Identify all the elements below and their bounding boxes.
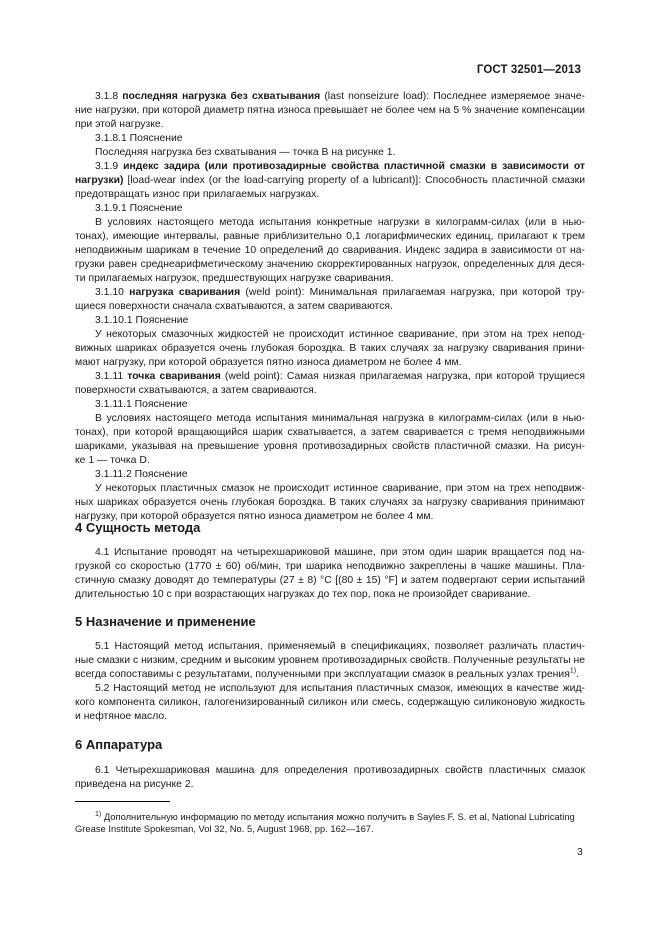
document-code: ГОСТ 32501—2013 bbox=[476, 64, 581, 76]
text-line: длительностью 10 с при возрастающих нагрузках до тех пор, пока не произойдет сваривание. bbox=[75, 589, 531, 600]
text-line: тонах), при которой вращающийся шарик схватывается, а затем сваривается с тремя неподвижными bbox=[75, 427, 585, 438]
text-line: У некоторых смазочных жидкостей не происходит истинное сваривание, при этом на трех непод- bbox=[95, 329, 585, 340]
text-line: 6.1 Четырехшариковая машина для определения противозадирных свойств пластичных смазок bbox=[95, 765, 585, 776]
terms-block bbox=[75, 90, 585, 524]
text-line: грузкой со скоростью (1770 ± 60) об/мин, три шарика неподвижно закреплены в чашке машины. Пла- bbox=[75, 561, 585, 572]
text-line: грузки равен среднеарифметическому значению скорректированных нагрузок, определенных для деся- bbox=[75, 259, 585, 270]
text-line: 3.1.11 точка сваривания (weld point): Самая низкая прилагаемая нагрузка, при которой трущиеся bbox=[95, 371, 585, 382]
section-4 bbox=[75, 521, 585, 535]
section-6 bbox=[75, 738, 585, 752]
text-line: ке 1 — точка D. bbox=[75, 455, 150, 466]
text-line: шариками, указывая на превышение уровня противозадирных свойств пластичной смазки. На рисун- bbox=[75, 441, 585, 452]
text-line: приведена на рисунке 2. bbox=[75, 779, 194, 790]
text-line: 3.1.11.2 Пояснение bbox=[95, 469, 188, 480]
text-line: Последняя нагрузка без схватывания — точка В на рисунке 1. bbox=[95, 147, 396, 158]
text-line: 3.1.11.1 Пояснение bbox=[95, 399, 188, 410]
footnote-divider bbox=[75, 801, 170, 802]
text-line: вижных шариках образуется очень глубокая бороздка. В таких случаях за нагрузку сваривания прини- bbox=[75, 343, 585, 354]
term-name: последняя нагрузка без схватывания bbox=[122, 91, 321, 102]
footnote-line: Grease Institute Spokesman, Vol 32, No. 5, August 1968, pp. 162—167. bbox=[75, 823, 374, 834]
text-line: ных шариках образуется очень глубокая бороздка. В таких случаях за нагрузку сваривания принимают bbox=[75, 497, 585, 508]
text-line: 3.1.9 индекс задира (или противозадирные свойства пластичной смазки в зависимости от bbox=[95, 161, 585, 172]
footnote-line: $^{1)}$ Дополнительную информацию по методу испытания можно получить в Sayles F. S. et al, National Lubricating bbox=[95, 810, 575, 822]
section-5-body bbox=[75, 640, 585, 724]
text-line: предотвращать износ при прилагаемых нагрузках. bbox=[75, 189, 320, 200]
text-line: В условиях настоящего метода испытания минимальная нагрузка в килограмм-силах (или в нью- bbox=[95, 413, 585, 424]
text-line: при этой нагрузке. bbox=[75, 119, 164, 130]
text-line: 5.1 Настоящий метод испытания, применяемый в спецификациях, позволяет различать пластич- bbox=[95, 641, 585, 652]
footnote-mark: 1) bbox=[95, 810, 102, 818]
text-line: 3.1.9.1 Пояснение bbox=[95, 203, 183, 214]
text-line: 3.1.8.1 Пояснение bbox=[95, 133, 183, 144]
text-line: 3.1.10.1 Пояснение bbox=[95, 315, 189, 326]
text-line: ние нагрузки, при которой диаметр пятна износа превышает не более чем на 5 % значение компенсации bbox=[75, 105, 585, 116]
text-line: неподвижным шарикам в течение 10 определений до сваривания. Индекс задира в зависимости от на- bbox=[75, 245, 585, 256]
text-line: мают нагрузку, при которой образуется пятно износа диаметром не более 4 мм. bbox=[75, 357, 462, 368]
footnote-ref: 1) bbox=[569, 667, 577, 675]
text-line: кого компонента силикон, галогенизированный силикон или смесь, содержащую силиконовую жидкость bbox=[75, 697, 585, 708]
text-line: тонах), имеющие интервалы, равные приблизительно 0,1 логарифмических единиц, прилагают к трем bbox=[75, 231, 585, 242]
term-name: нагрузки) bbox=[75, 175, 124, 186]
term-name: нагрузка сваривания bbox=[129, 287, 241, 298]
text-line: всегда сопоставимы с результатами, полученными при эксплуатации смазок в реальных узлах трения$^{1)}$. bbox=[75, 667, 579, 680]
term-name: индекс задира (или противозадирные свойства пластичной смазки в зависимости от bbox=[123, 161, 585, 172]
text-line: В условиях настоящего метода испытания конкретные нагрузки в килограмм-силах (или в нью- bbox=[95, 217, 585, 228]
term-name: точка сваривания bbox=[127, 371, 221, 382]
text-line: ные смазки с низким, средним и высоким уровнем противозадирных свойств. Полученные результаты не bbox=[75, 655, 585, 666]
footnote bbox=[75, 811, 585, 835]
text-line: 3.1.10 нагрузка сваривания (weld point): Минимальная прилагаемая нагрузка, при которой тру- bbox=[95, 287, 585, 298]
text-line: нагрузку, при которой образуется пятно износа диаметром не более 4 мм. bbox=[75, 511, 434, 522]
section-heading: 5 Назначение и применение bbox=[75, 614, 256, 629]
text-line: 3.1.8 последняя нагрузка без схватывания (last nonseizure load): Последнее измеряемое значе- bbox=[95, 91, 585, 102]
text-line: и нефтяное масло. bbox=[75, 711, 168, 722]
section-heading: 4 Сущность метода bbox=[75, 520, 201, 535]
text-line: поверхности схватываются, а затем свариваются. bbox=[75, 385, 317, 396]
section-5 bbox=[75, 615, 585, 629]
section-4-body bbox=[75, 546, 585, 602]
text-line: щиеся поверхности сначала схватываются, а затем свариваются. bbox=[75, 301, 393, 312]
text-line: У некоторых пластичных смазок не происходит истинное сваривание, при этом на трех неподвиж- bbox=[95, 483, 585, 494]
section-heading: 6 Аппаратура bbox=[75, 737, 163, 752]
section-6-body bbox=[75, 764, 585, 792]
text-line: 4.1 Испытание проводят на четырехшариковой машине, при этом один шарик вращается под на- bbox=[95, 547, 585, 558]
page-number: 3 bbox=[577, 846, 583, 858]
text-line: стичную смазку доводят до температуры (27 ± 8) °С [(80 ± 15) °F] и затем подвергают серии испытаний bbox=[75, 575, 585, 586]
text-line: нагрузки) [load-wear index (or the load-carrying property of a lubricant)]: Способность пластичной смазки bbox=[75, 175, 585, 186]
text-line: 5.2 Настоящий метод не используют для испытания пластичных смазок, имеющих в качестве жид- bbox=[95, 683, 585, 694]
text-line: ти прилагаемых нагрузок, предшествующих нагрузке сваривания. bbox=[75, 273, 394, 284]
